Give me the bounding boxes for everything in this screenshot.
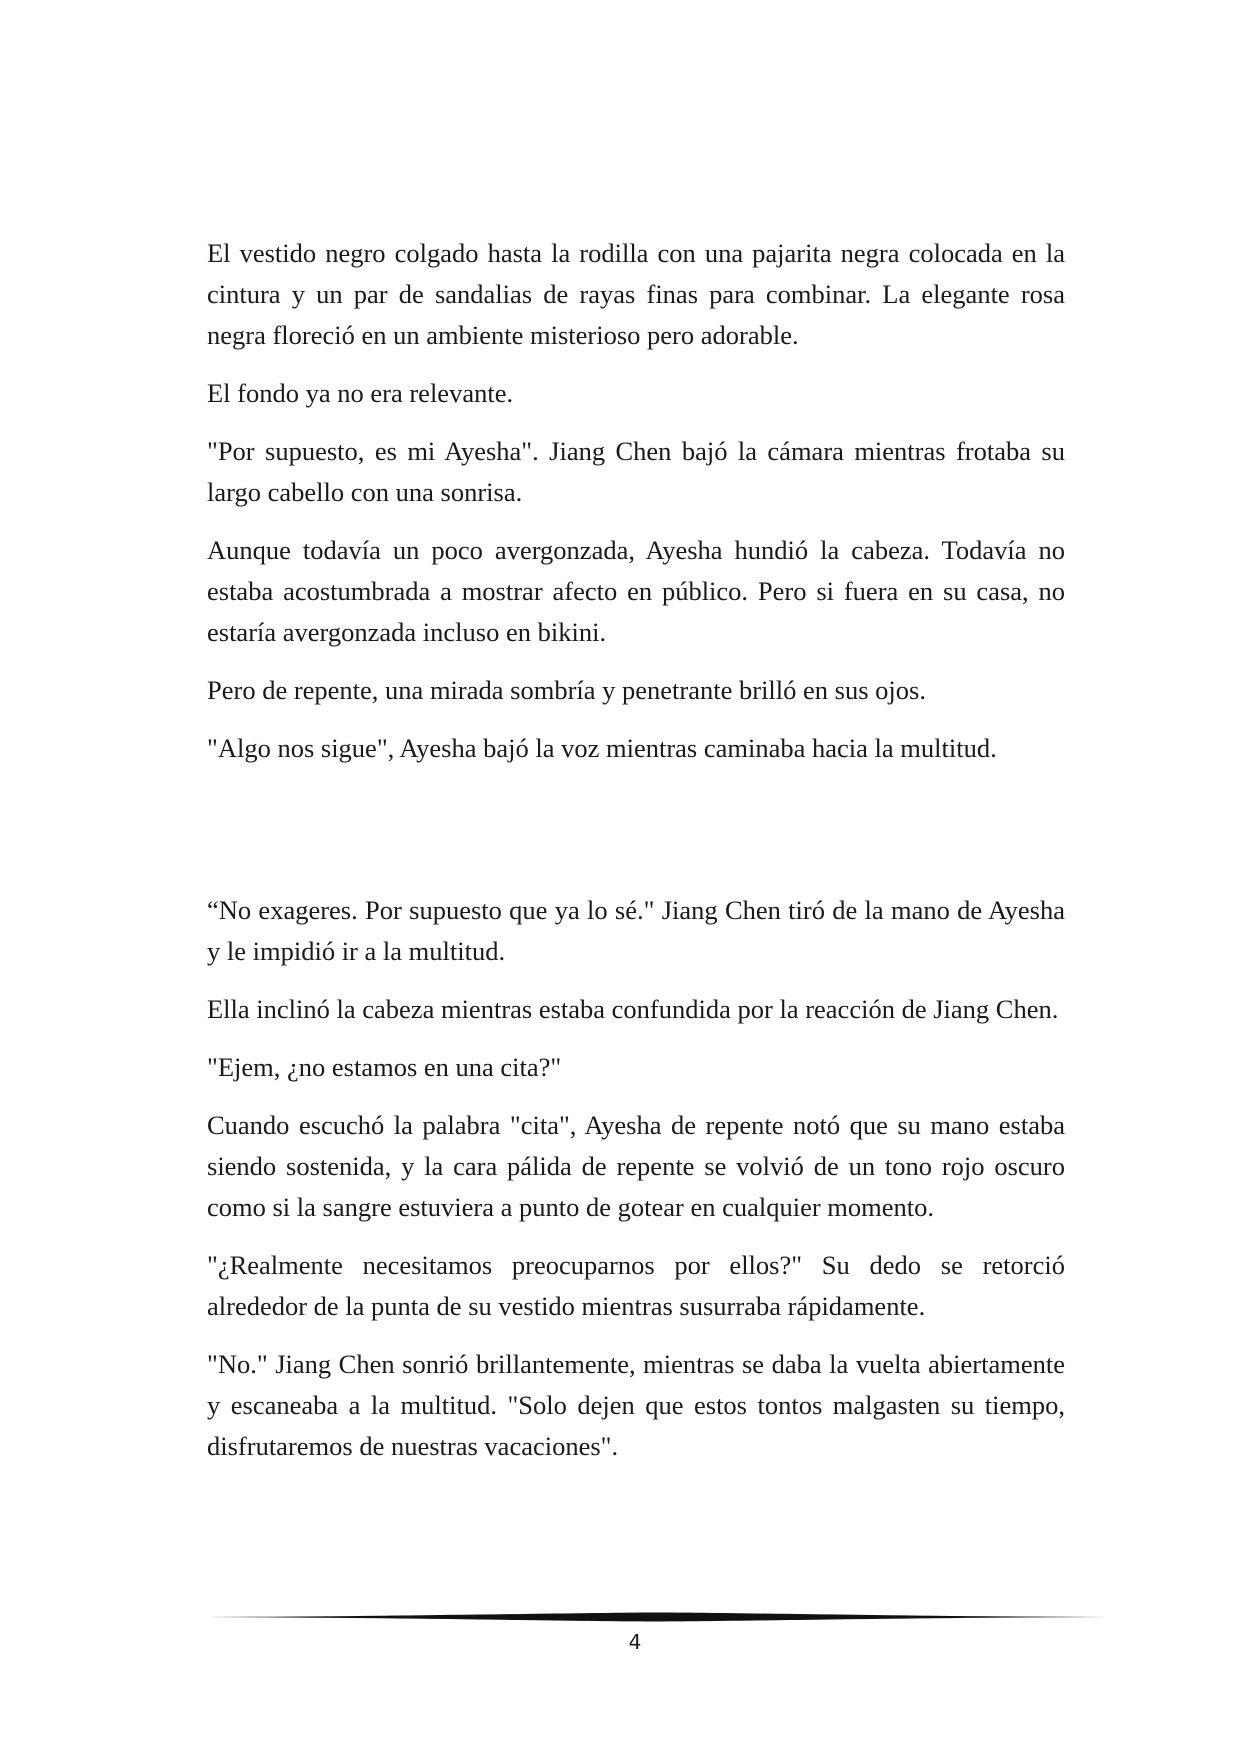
body-text-section-2 <box>207 890 1065 1484</box>
paragraph: Ella inclinó la cabeza mientras estaba confundida por la reacción de Jiang Chen. <box>207 994 1059 1024</box>
paragraph: Cuando escuchó la palabra "cita", Ayesha de repente notó que su mano estaba siendo sostenida, y la cara pálida de repente se volvió de un tono rojo oscuro como si la sangre estuviera a punto de gotear en cualquier momento. <box>207 1110 1065 1222</box>
paragraph: Aunque todavía un poco avergonzada, Ayesha hundió la cabeza. Todavía no estaba acostumbrada a mostrar afecto en público. Pero si fuera en su casa, no estaría avergonzada incluso en bikini. <box>207 535 1065 647</box>
body-text-section-1 <box>207 233 1065 786</box>
paragraph: El vestido negro colgado hasta la rodilla con una pajarita negra colocada en la cintura y un par de sandalias de rayas finas para combinar. La elegante rosa negra floreció en un ambiente misterioso pero adorable. <box>207 238 1065 350</box>
paragraph: “No exageres. Por supuesto que ya lo sé." Jiang Chen tiró de la mano de Ayesha y le impidió ir a la multitud. <box>207 895 1065 966</box>
paragraph: "Algo nos sigue", Ayesha bajó la voz mientras caminaba hacia la multitud. <box>207 733 997 763</box>
paragraph: "Ejem, ¿no estamos en una cita?" <box>207 1052 562 1082</box>
paragraph: El fondo ya no era relevante. <box>207 378 514 408</box>
paragraph: "Por supuesto, es mi Ayesha". Jiang Chen bajó la cámara mientras frotaba su largo cabello con una sonrisa. <box>207 436 1065 507</box>
paragraph: "No." Jiang Chen sonrió brillantemente, mientras se daba la vuelta abiertamente y escaneaba a la multitud. "Solo dejen que estos tontos malgasten su tiempo, disfrutaremos de nuestras vacaciones". <box>207 1349 1065 1461</box>
footer-divider <box>207 1610 1107 1624</box>
paragraph: Pero de repente, una mirada sombría y penetrante brilló en sus ojos. <box>207 675 926 705</box>
page-number: 4 <box>628 1630 642 1654</box>
paragraph: "¿Realmente necesitamos preocuparnos por ellos?" Su dedo se retorció alrededor de la punta de su vestido mientras susurraba rápidamente. <box>207 1250 1065 1321</box>
